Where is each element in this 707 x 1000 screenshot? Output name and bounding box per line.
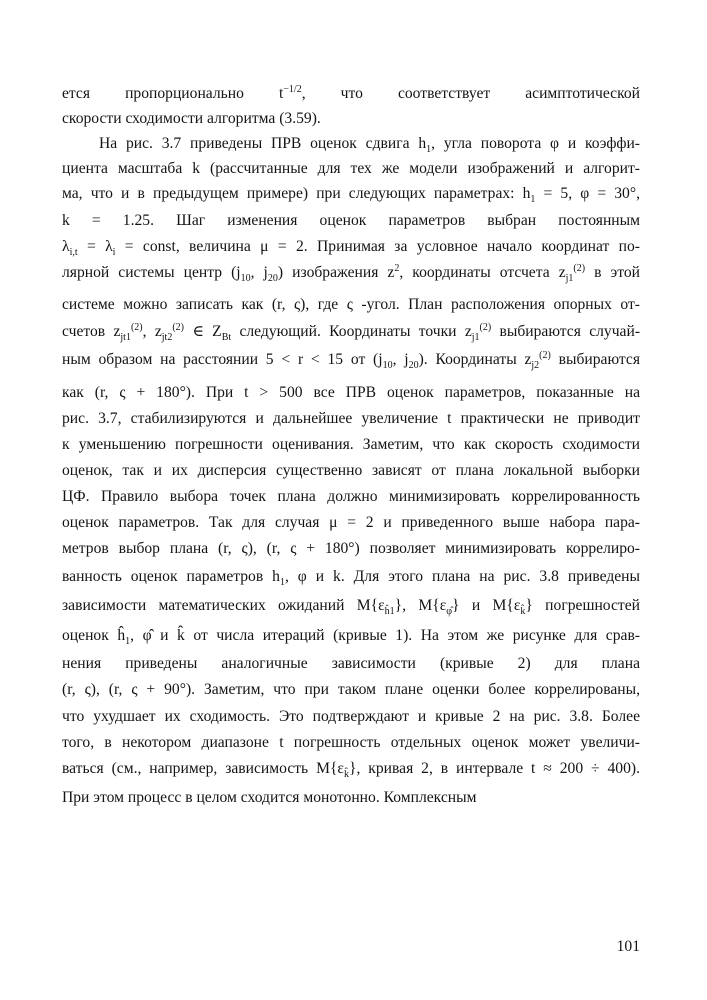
text-line-10: счетов $z_{jt1}^{(2)}$, $z_{jt2}^{(2)}$ ∈ $Z_{Bt}$ следующий. Координаты точки $z_{j1}^{(2)}$ выбираются случай- bbox=[62, 321, 641, 344]
text-line-23: (r, ς), (r, ς + 90°). Заметим, что при таком плане оценки более коррелированы, bbox=[62, 681, 640, 698]
text-line-15: оценок, так и их дисперсия существенно зависят от плана локальной выборки bbox=[62, 462, 640, 479]
text-line-5: ма, что и в предыдущем примере) при следующих параметрах: $h_1 = 5$, φ = 30°, bbox=[62, 185, 640, 206]
text-line-12: как (r, ς + 180°). При t > 500 все ПРВ оценок параметров, показанные на bbox=[62, 384, 640, 401]
text-line-22: нения приведены аналогичные зависимости (кривые 2) для плана bbox=[62, 655, 640, 672]
text-line-3: На рис. 3.7 приведены ПРВ оценок сдвига $h_1$, угла поворота φ и коэффи- bbox=[99, 135, 640, 156]
text-line-21: оценок $ĥ_1$, φ̂ и k̂ от числа итераций (кривые 1). На этом же рисунке для срав- bbox=[62, 627, 641, 648]
text-line-2: скорости сходимости алгоритма (3.59). bbox=[62, 110, 321, 127]
text-line-1: ется пропорционально $t^{-1/2}$, что соответствует асимптотической bbox=[62, 83, 640, 102]
text-line-9: системе можно записать как (r, ς), где ς -угол. План расположения опорных от- bbox=[62, 296, 640, 313]
text-line-24: что ухудшает их сходимость. Это подтверждают и кривые 2 на рис. 3.8. Более bbox=[62, 708, 640, 725]
text-line-26: ваться (см., например, зависимость $M\{\varepsilon_{k̂}\}$, кривая 2, в интервале t ≈ 200 ÷ 400). bbox=[62, 760, 640, 781]
text-line-7: $\lambda_{i,t} = \lambda_i$ = const, величина μ = 2. Принимая за условное начало координат по- bbox=[62, 238, 640, 259]
text-line-25: того, в некотором диапазоне t погрешность отдельных оценок может увеличи- bbox=[62, 734, 640, 751]
text-line-6: k = 1.25. Шаг изменения оценок параметров выбран постоянным bbox=[62, 212, 640, 229]
text-line-14: к уменьшению погрешности оценивания. Заметим, что как скорость сходимости bbox=[62, 436, 640, 453]
text-line-13: рис. 3.7, стабилизируются и дальнейшее увеличение t практически не приводит bbox=[62, 410, 640, 427]
text-line-16: ЦФ. Правило выбора точек плана должно минимизировать коррелированность bbox=[62, 488, 640, 505]
text-line-18: метров выбор плана (r, ς), (r, ς + 180°) позволяет минимизировать коррелиро- bbox=[62, 540, 640, 557]
page-number: 101 bbox=[616, 938, 640, 955]
text-line-8: лярной системы центр ($j_{10}$, $j_{20}$) изображения $z^2$, координаты отсчета $z_{j1}^{(2)}$ в этой bbox=[62, 262, 640, 285]
text-line-11: ным образом на расстоянии 5 < r < 15 от ($j_{10}$, $j_{20}$). Координаты $z_{j2}^{(2)}$ выбираются bbox=[62, 349, 640, 372]
text-line-17: оценок параметров. Так для случая μ = 2 и приведенного выше набора пара- bbox=[62, 514, 640, 531]
text-line-19: ванность оценок параметров $h_1$, φ и k. Для этого плана на рис. 3.8 приведены bbox=[62, 568, 641, 589]
text-line-4: циента масштаба k (рассчитанные для тех же модели изображений и алгорит- bbox=[62, 160, 640, 177]
text-line-20: зависимости математических ожиданий $M\{\varepsilon_{ĥ1}\}$, $M\{\varepsilon_{\varphî}\}$ и $M\{\varepsilon_{k̂}\}$ погрешностей bbox=[62, 597, 640, 618]
text-line-27: При этом процесс в целом сходится монотонно. Комплексным bbox=[62, 789, 477, 806]
